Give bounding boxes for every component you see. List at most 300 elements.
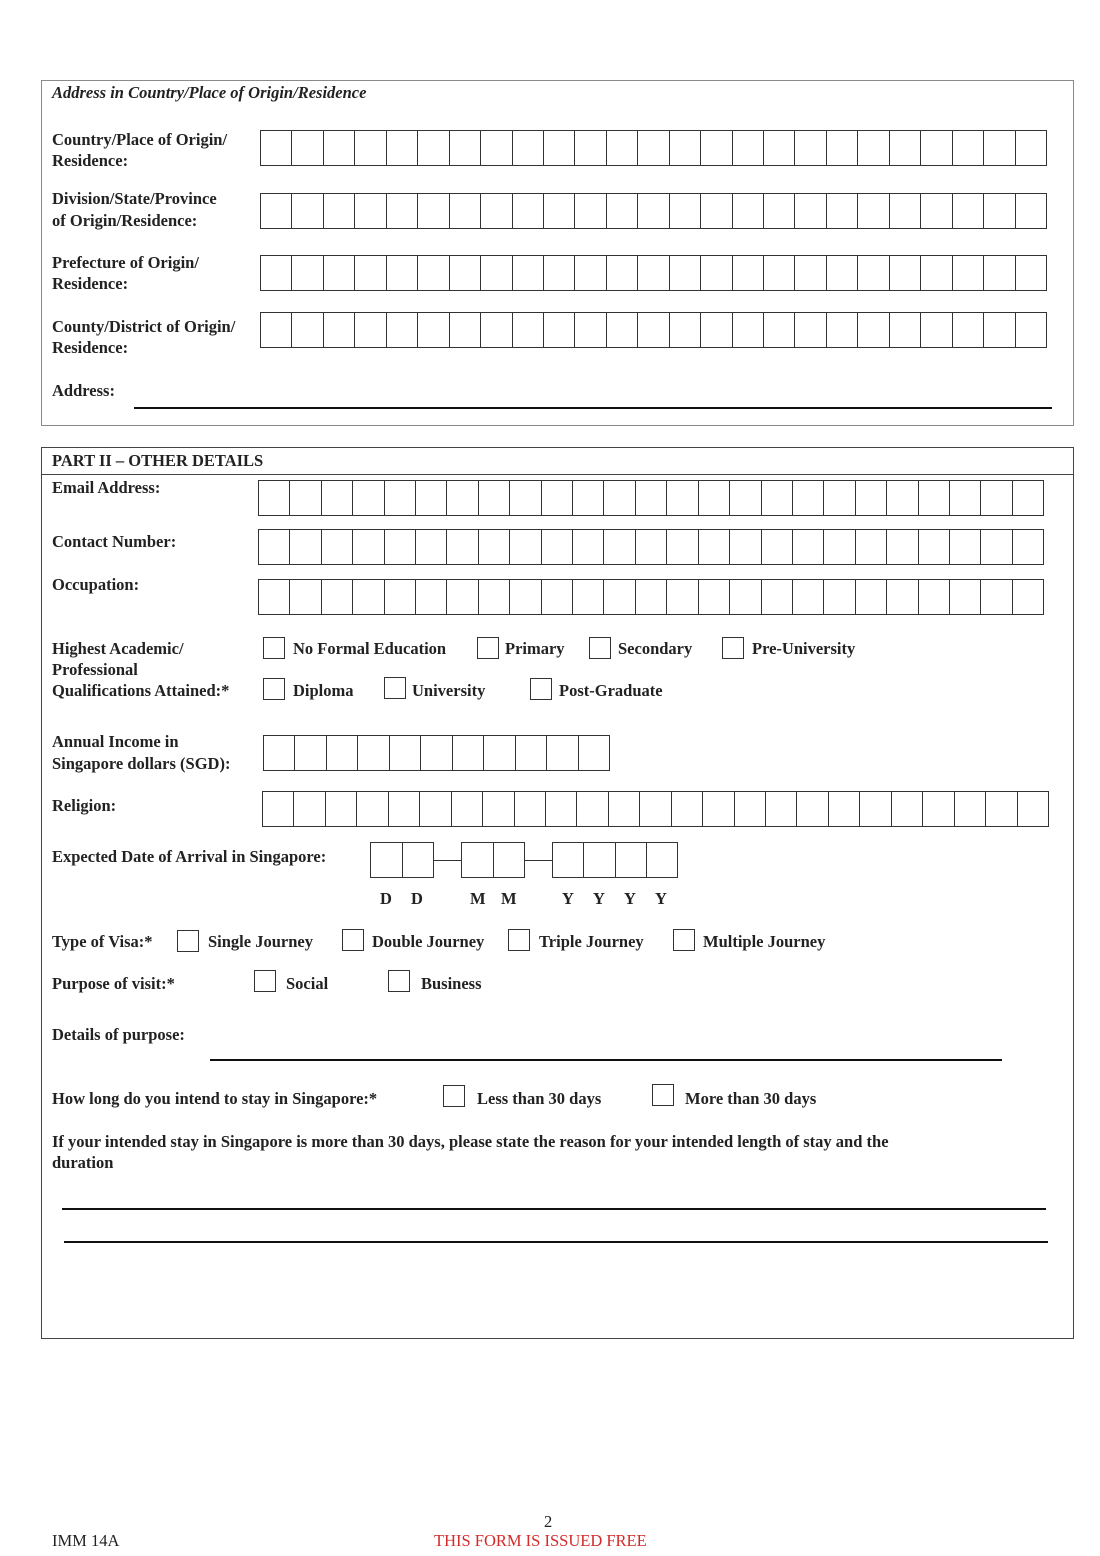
- free-notice: THIS FORM IS ISSUED FREE: [434, 1531, 647, 1550]
- character-box[interactable]: [386, 256, 417, 290]
- character-box[interactable]: [402, 843, 434, 877]
- business-label: Business: [421, 974, 482, 993]
- character-box[interactable]: [700, 256, 731, 290]
- character-box[interactable]: [792, 580, 823, 614]
- character-box[interactable]: [384, 481, 415, 515]
- character-box[interactable]: [449, 313, 480, 347]
- character-box[interactable]: [357, 736, 388, 770]
- division-input-boxes[interactable]: [260, 193, 1047, 229]
- character-box[interactable]: [949, 580, 980, 614]
- character-box[interactable]: [261, 256, 291, 290]
- details-of-purpose-line[interactable]: [210, 1059, 1002, 1061]
- character-box[interactable]: [541, 530, 572, 564]
- character-box[interactable]: [855, 530, 886, 564]
- character-box[interactable]: [698, 530, 729, 564]
- character-box[interactable]: [515, 736, 546, 770]
- character-box[interactable]: [952, 194, 983, 228]
- date-letter-m2: M: [501, 889, 517, 908]
- character-box[interactable]: [698, 580, 729, 614]
- character-box[interactable]: [572, 530, 603, 564]
- character-box[interactable]: [669, 313, 700, 347]
- character-box[interactable]: [826, 313, 857, 347]
- character-box[interactable]: [980, 530, 1011, 564]
- university-checkbox[interactable]: [384, 677, 406, 699]
- division-label-line1: Division/State/Province: [52, 189, 217, 208]
- character-box[interactable]: [291, 131, 322, 165]
- character-box[interactable]: [417, 131, 448, 165]
- character-box[interactable]: [264, 736, 294, 770]
- character-box[interactable]: [352, 481, 383, 515]
- date-letter-m1: M: [470, 889, 486, 908]
- character-box[interactable]: [886, 580, 917, 614]
- division-label-line2: of Origin/Residence:: [52, 211, 198, 230]
- pre-university-checkbox[interactable]: [722, 637, 744, 659]
- character-box[interactable]: [732, 194, 763, 228]
- character-box[interactable]: [606, 313, 637, 347]
- character-box[interactable]: [983, 131, 1014, 165]
- single-journey-checkbox[interactable]: [177, 930, 199, 952]
- character-box[interactable]: [415, 481, 446, 515]
- character-box[interactable]: [729, 481, 760, 515]
- character-box[interactable]: [669, 131, 700, 165]
- character-box[interactable]: [291, 256, 322, 290]
- date-letter-y3: Y: [624, 889, 636, 908]
- character-box[interactable]: [323, 131, 354, 165]
- character-box[interactable]: [419, 792, 450, 826]
- character-box[interactable]: [985, 792, 1016, 826]
- character-box[interactable]: [792, 530, 823, 564]
- character-box[interactable]: [1015, 256, 1046, 290]
- character-box[interactable]: [384, 530, 415, 564]
- character-box[interactable]: [354, 256, 385, 290]
- character-box[interactable]: [886, 481, 917, 515]
- character-box[interactable]: [480, 313, 511, 347]
- character-box[interactable]: [462, 843, 493, 877]
- character-box[interactable]: [763, 131, 794, 165]
- county-label-line1: County/District of Origin/: [52, 317, 236, 336]
- email-label: Email Address:: [52, 478, 161, 497]
- social-checkbox[interactable]: [254, 970, 276, 992]
- post-graduate-label: Post-Graduate: [559, 681, 663, 700]
- purpose-label: Purpose of visit:*: [52, 974, 175, 993]
- character-box[interactable]: [889, 194, 920, 228]
- no-formal-education-label: No Formal Education: [293, 639, 447, 658]
- primary-checkbox[interactable]: [477, 637, 499, 659]
- character-box[interactable]: [952, 256, 983, 290]
- character-box[interactable]: [451, 792, 482, 826]
- character-box[interactable]: [574, 194, 605, 228]
- multiple-journey-checkbox[interactable]: [673, 929, 695, 951]
- character-box[interactable]: [952, 313, 983, 347]
- character-box[interactable]: [574, 313, 605, 347]
- social-label: Social: [286, 974, 329, 993]
- character-box[interactable]: [478, 580, 509, 614]
- diploma-label: Diploma: [293, 681, 354, 700]
- character-box[interactable]: [415, 530, 446, 564]
- date-separator-1: [434, 860, 461, 861]
- character-box[interactable]: [763, 256, 794, 290]
- qualification-label-line3: Qualifications Attained:*: [52, 681, 230, 700]
- character-box[interactable]: [512, 256, 543, 290]
- character-box[interactable]: [889, 256, 920, 290]
- character-box[interactable]: [261, 194, 291, 228]
- character-box[interactable]: [918, 580, 949, 614]
- character-box[interactable]: [356, 792, 387, 826]
- character-box[interactable]: [259, 530, 289, 564]
- character-box[interactable]: [323, 313, 354, 347]
- character-box[interactable]: [891, 792, 922, 826]
- character-box[interactable]: [543, 313, 574, 347]
- character-box[interactable]: [637, 256, 668, 290]
- arrival-day-boxes[interactable]: [370, 842, 434, 878]
- character-box[interactable]: [514, 792, 545, 826]
- character-box[interactable]: [417, 256, 448, 290]
- character-box[interactable]: [635, 481, 666, 515]
- qualification-label-line2: Professional: [52, 660, 138, 679]
- character-box[interactable]: [920, 131, 951, 165]
- character-box[interactable]: [700, 131, 731, 165]
- character-box[interactable]: [1015, 131, 1046, 165]
- character-box[interactable]: [480, 131, 511, 165]
- character-box[interactable]: [983, 313, 1014, 347]
- character-box[interactable]: [354, 313, 385, 347]
- character-box[interactable]: [583, 843, 614, 877]
- character-box[interactable]: [572, 481, 603, 515]
- character-box[interactable]: [263, 792, 293, 826]
- character-box[interactable]: [794, 131, 825, 165]
- prefecture-label-line1: Prefecture of Origin/: [52, 253, 199, 272]
- character-box[interactable]: [291, 194, 322, 228]
- character-box[interactable]: [289, 580, 320, 614]
- character-box[interactable]: [371, 843, 402, 877]
- reason-text-line1: If your intended stay in Singapore is more than 30 days, please state the reason for your intended length of stay and the: [52, 1132, 889, 1151]
- address-label: Address:: [52, 381, 115, 400]
- part2-header: PART II – OTHER DETAILS: [52, 451, 264, 470]
- character-box[interactable]: [823, 530, 854, 564]
- character-box[interactable]: [480, 256, 511, 290]
- character-box[interactable]: [922, 792, 953, 826]
- character-box[interactable]: [478, 530, 509, 564]
- character-box[interactable]: [1015, 194, 1046, 228]
- character-box[interactable]: [855, 580, 886, 614]
- character-box[interactable]: [354, 194, 385, 228]
- character-box[interactable]: [761, 481, 792, 515]
- character-box[interactable]: [889, 131, 920, 165]
- character-box[interactable]: [417, 194, 448, 228]
- character-box[interactable]: [541, 580, 572, 614]
- double-journey-checkbox[interactable]: [342, 929, 364, 951]
- income-label-line2: Singapore dollars (SGD):: [52, 754, 231, 773]
- qualification-label-line1: Highest Academic/: [52, 639, 184, 658]
- character-box[interactable]: [480, 194, 511, 228]
- character-box[interactable]: [826, 131, 857, 165]
- single-journey-label: Single Journey: [208, 932, 313, 951]
- character-box[interactable]: [389, 736, 420, 770]
- character-box[interactable]: [325, 792, 356, 826]
- contact-input-boxes[interactable]: [258, 529, 1044, 565]
- character-box[interactable]: [1017, 792, 1048, 826]
- character-box[interactable]: [855, 481, 886, 515]
- character-box[interactable]: [637, 131, 668, 165]
- reason-line-2[interactable]: [64, 1241, 1048, 1243]
- character-box[interactable]: [637, 313, 668, 347]
- character-box[interactable]: [541, 481, 572, 515]
- character-box[interactable]: [386, 131, 417, 165]
- multiple-journey-label: Multiple Journey: [703, 932, 826, 951]
- character-box[interactable]: [420, 736, 451, 770]
- character-box[interactable]: [352, 530, 383, 564]
- character-box[interactable]: [949, 530, 980, 564]
- character-box[interactable]: [729, 530, 760, 564]
- character-box[interactable]: [388, 792, 419, 826]
- character-box[interactable]: [637, 194, 668, 228]
- character-box[interactable]: [415, 580, 446, 614]
- character-box[interactable]: [572, 580, 603, 614]
- character-box[interactable]: [859, 792, 890, 826]
- county-input-boxes[interactable]: [260, 312, 1047, 348]
- country-input-boxes[interactable]: [260, 130, 1047, 166]
- character-box[interactable]: [796, 792, 827, 826]
- character-box[interactable]: [732, 131, 763, 165]
- character-box[interactable]: [478, 481, 509, 515]
- character-box[interactable]: [323, 256, 354, 290]
- date-letter-d1: D: [380, 889, 392, 908]
- character-box[interactable]: [857, 256, 888, 290]
- character-box[interactable]: [920, 194, 951, 228]
- character-box[interactable]: [606, 256, 637, 290]
- income-label-line1: Annual Income in: [52, 732, 179, 751]
- character-box[interactable]: [857, 131, 888, 165]
- character-box[interactable]: [763, 194, 794, 228]
- character-box[interactable]: [261, 313, 291, 347]
- character-box[interactable]: [352, 580, 383, 614]
- less-than-30-days-checkbox[interactable]: [443, 1085, 465, 1107]
- character-box[interactable]: [326, 736, 357, 770]
- character-box[interactable]: [666, 580, 697, 614]
- county-label-line2: Residence:: [52, 338, 129, 357]
- primary-label: Primary: [505, 639, 565, 658]
- character-box[interactable]: [543, 256, 574, 290]
- address-line[interactable]: [134, 407, 1052, 409]
- character-box[interactable]: [483, 736, 514, 770]
- character-box[interactable]: [493, 843, 525, 877]
- character-box[interactable]: [918, 481, 949, 515]
- character-box[interactable]: [546, 736, 577, 770]
- character-box[interactable]: [553, 843, 583, 877]
- character-box[interactable]: [761, 530, 792, 564]
- character-box[interactable]: [669, 256, 700, 290]
- character-box[interactable]: [635, 530, 666, 564]
- character-box[interactable]: [765, 792, 796, 826]
- character-box[interactable]: [452, 736, 483, 770]
- character-box[interactable]: [952, 131, 983, 165]
- reason-line-1[interactable]: [62, 1208, 1046, 1210]
- religion-input-boxes[interactable]: [262, 791, 1049, 827]
- character-box[interactable]: [792, 481, 823, 515]
- character-box[interactable]: [603, 580, 634, 614]
- character-box[interactable]: [639, 792, 670, 826]
- character-box[interactable]: [574, 256, 605, 290]
- character-box[interactable]: [603, 481, 634, 515]
- character-box[interactable]: [446, 481, 477, 515]
- character-box[interactable]: [449, 256, 480, 290]
- character-box[interactable]: [321, 530, 352, 564]
- religion-label: Religion:: [52, 796, 117, 815]
- character-box[interactable]: [606, 131, 637, 165]
- reason-text-line2: duration: [52, 1153, 114, 1172]
- character-box[interactable]: [886, 530, 917, 564]
- character-box[interactable]: [509, 530, 540, 564]
- character-box[interactable]: [259, 481, 289, 515]
- character-box[interactable]: [509, 481, 540, 515]
- stay-duration-label: How long do you intend to stay in Singapore:*: [52, 1089, 378, 1108]
- character-box[interactable]: [857, 194, 888, 228]
- occupation-input-boxes[interactable]: [258, 579, 1044, 615]
- character-box[interactable]: [545, 792, 576, 826]
- character-box[interactable]: [949, 481, 980, 515]
- diploma-checkbox[interactable]: [263, 678, 285, 700]
- character-box[interactable]: [386, 194, 417, 228]
- character-box[interactable]: [446, 530, 477, 564]
- character-box[interactable]: [543, 194, 574, 228]
- character-box[interactable]: [702, 792, 733, 826]
- character-box[interactable]: [666, 530, 697, 564]
- character-box[interactable]: [700, 313, 731, 347]
- character-box[interactable]: [482, 792, 513, 826]
- secondary-checkbox[interactable]: [589, 637, 611, 659]
- no-formal-education-checkbox[interactable]: [263, 637, 285, 659]
- character-box[interactable]: [321, 580, 352, 614]
- character-box[interactable]: [574, 131, 605, 165]
- character-box[interactable]: [384, 580, 415, 614]
- income-input-boxes[interactable]: [263, 735, 610, 771]
- less-than-30-days-label: Less than 30 days: [477, 1089, 602, 1108]
- character-box[interactable]: [603, 530, 634, 564]
- character-box[interactable]: [761, 580, 792, 614]
- character-box[interactable]: [291, 313, 322, 347]
- character-box[interactable]: [920, 256, 951, 290]
- visa-type-label: Type of Visa:*: [52, 932, 153, 951]
- character-box[interactable]: [734, 792, 765, 826]
- more-than-30-days-label: More than 30 days: [685, 1089, 817, 1108]
- date-letter-y1: Y: [562, 889, 574, 908]
- character-box[interactable]: [794, 313, 825, 347]
- character-box[interactable]: [857, 313, 888, 347]
- character-box[interactable]: [732, 313, 763, 347]
- country-label-line1: Country/Place of Origin/: [52, 130, 228, 149]
- pre-university-label: Pre-University: [752, 639, 856, 658]
- character-box[interactable]: [323, 194, 354, 228]
- occupation-label: Occupation:: [52, 575, 140, 594]
- business-checkbox[interactable]: [388, 970, 410, 992]
- date-letter-d2: D: [411, 889, 423, 908]
- character-box[interactable]: [608, 792, 639, 826]
- character-box[interactable]: [646, 843, 677, 877]
- character-box[interactable]: [261, 131, 291, 165]
- character-box[interactable]: [828, 792, 859, 826]
- character-box[interactable]: [763, 313, 794, 347]
- character-box[interactable]: [354, 131, 385, 165]
- email-input-boxes[interactable]: [258, 480, 1044, 516]
- character-box[interactable]: [983, 256, 1014, 290]
- character-box[interactable]: [293, 792, 324, 826]
- character-box[interactable]: [794, 194, 825, 228]
- character-box[interactable]: [889, 313, 920, 347]
- character-box[interactable]: [794, 256, 825, 290]
- character-box[interactable]: [289, 530, 320, 564]
- character-box[interactable]: [920, 313, 951, 347]
- character-box[interactable]: [669, 194, 700, 228]
- character-box[interactable]: [512, 131, 543, 165]
- character-box[interactable]: [446, 580, 477, 614]
- character-box[interactable]: [823, 481, 854, 515]
- triple-journey-label: Triple Journey: [539, 932, 644, 951]
- character-box[interactable]: [954, 792, 985, 826]
- country-label-line2: Residence:: [52, 151, 129, 170]
- character-box[interactable]: [615, 843, 646, 877]
- arrival-month-boxes[interactable]: [461, 842, 525, 878]
- character-box[interactable]: [449, 131, 480, 165]
- character-box[interactable]: [826, 194, 857, 228]
- post-graduate-checkbox[interactable]: [530, 678, 552, 700]
- character-box[interactable]: [700, 194, 731, 228]
- character-box[interactable]: [543, 131, 574, 165]
- character-box[interactable]: [1012, 481, 1043, 515]
- character-box[interactable]: [578, 736, 609, 770]
- character-box[interactable]: [1012, 580, 1043, 614]
- character-box[interactable]: [321, 481, 352, 515]
- character-box[interactable]: [698, 481, 729, 515]
- character-box[interactable]: [576, 792, 607, 826]
- character-box[interactable]: [259, 580, 289, 614]
- character-box[interactable]: [732, 256, 763, 290]
- character-box[interactable]: [1015, 313, 1046, 347]
- character-box[interactable]: [826, 256, 857, 290]
- arrival-year-boxes[interactable]: [552, 842, 678, 878]
- character-box[interactable]: [294, 736, 325, 770]
- character-box[interactable]: [386, 313, 417, 347]
- prefecture-label-line2: Residence:: [52, 274, 129, 293]
- character-box[interactable]: [417, 313, 448, 347]
- date-letter-y4: Y: [655, 889, 667, 908]
- more-than-30-days-checkbox[interactable]: [652, 1084, 674, 1106]
- double-journey-label: Double Journey: [372, 932, 485, 951]
- contact-label: Contact Number:: [52, 532, 177, 551]
- character-box[interactable]: [449, 194, 480, 228]
- character-box[interactable]: [635, 580, 666, 614]
- character-box[interactable]: [1012, 530, 1043, 564]
- character-box[interactable]: [512, 194, 543, 228]
- form-code: IMM 14A: [52, 1531, 120, 1550]
- character-box[interactable]: [918, 530, 949, 564]
- prefecture-input-boxes[interactable]: [260, 255, 1047, 291]
- character-box[interactable]: [606, 194, 637, 228]
- character-box[interactable]: [671, 792, 702, 826]
- character-box[interactable]: [983, 194, 1014, 228]
- character-box[interactable]: [823, 580, 854, 614]
- character-box[interactable]: [980, 580, 1011, 614]
- character-box[interactable]: [512, 313, 543, 347]
- part2-header-divider: [41, 474, 1074, 475]
- character-box[interactable]: [666, 481, 697, 515]
- character-box[interactable]: [509, 580, 540, 614]
- page-number: 2: [544, 1512, 553, 1531]
- triple-journey-checkbox[interactable]: [508, 929, 530, 951]
- university-label: University: [412, 681, 486, 700]
- character-box[interactable]: [729, 580, 760, 614]
- character-box[interactable]: [289, 481, 320, 515]
- character-box[interactable]: [980, 481, 1011, 515]
